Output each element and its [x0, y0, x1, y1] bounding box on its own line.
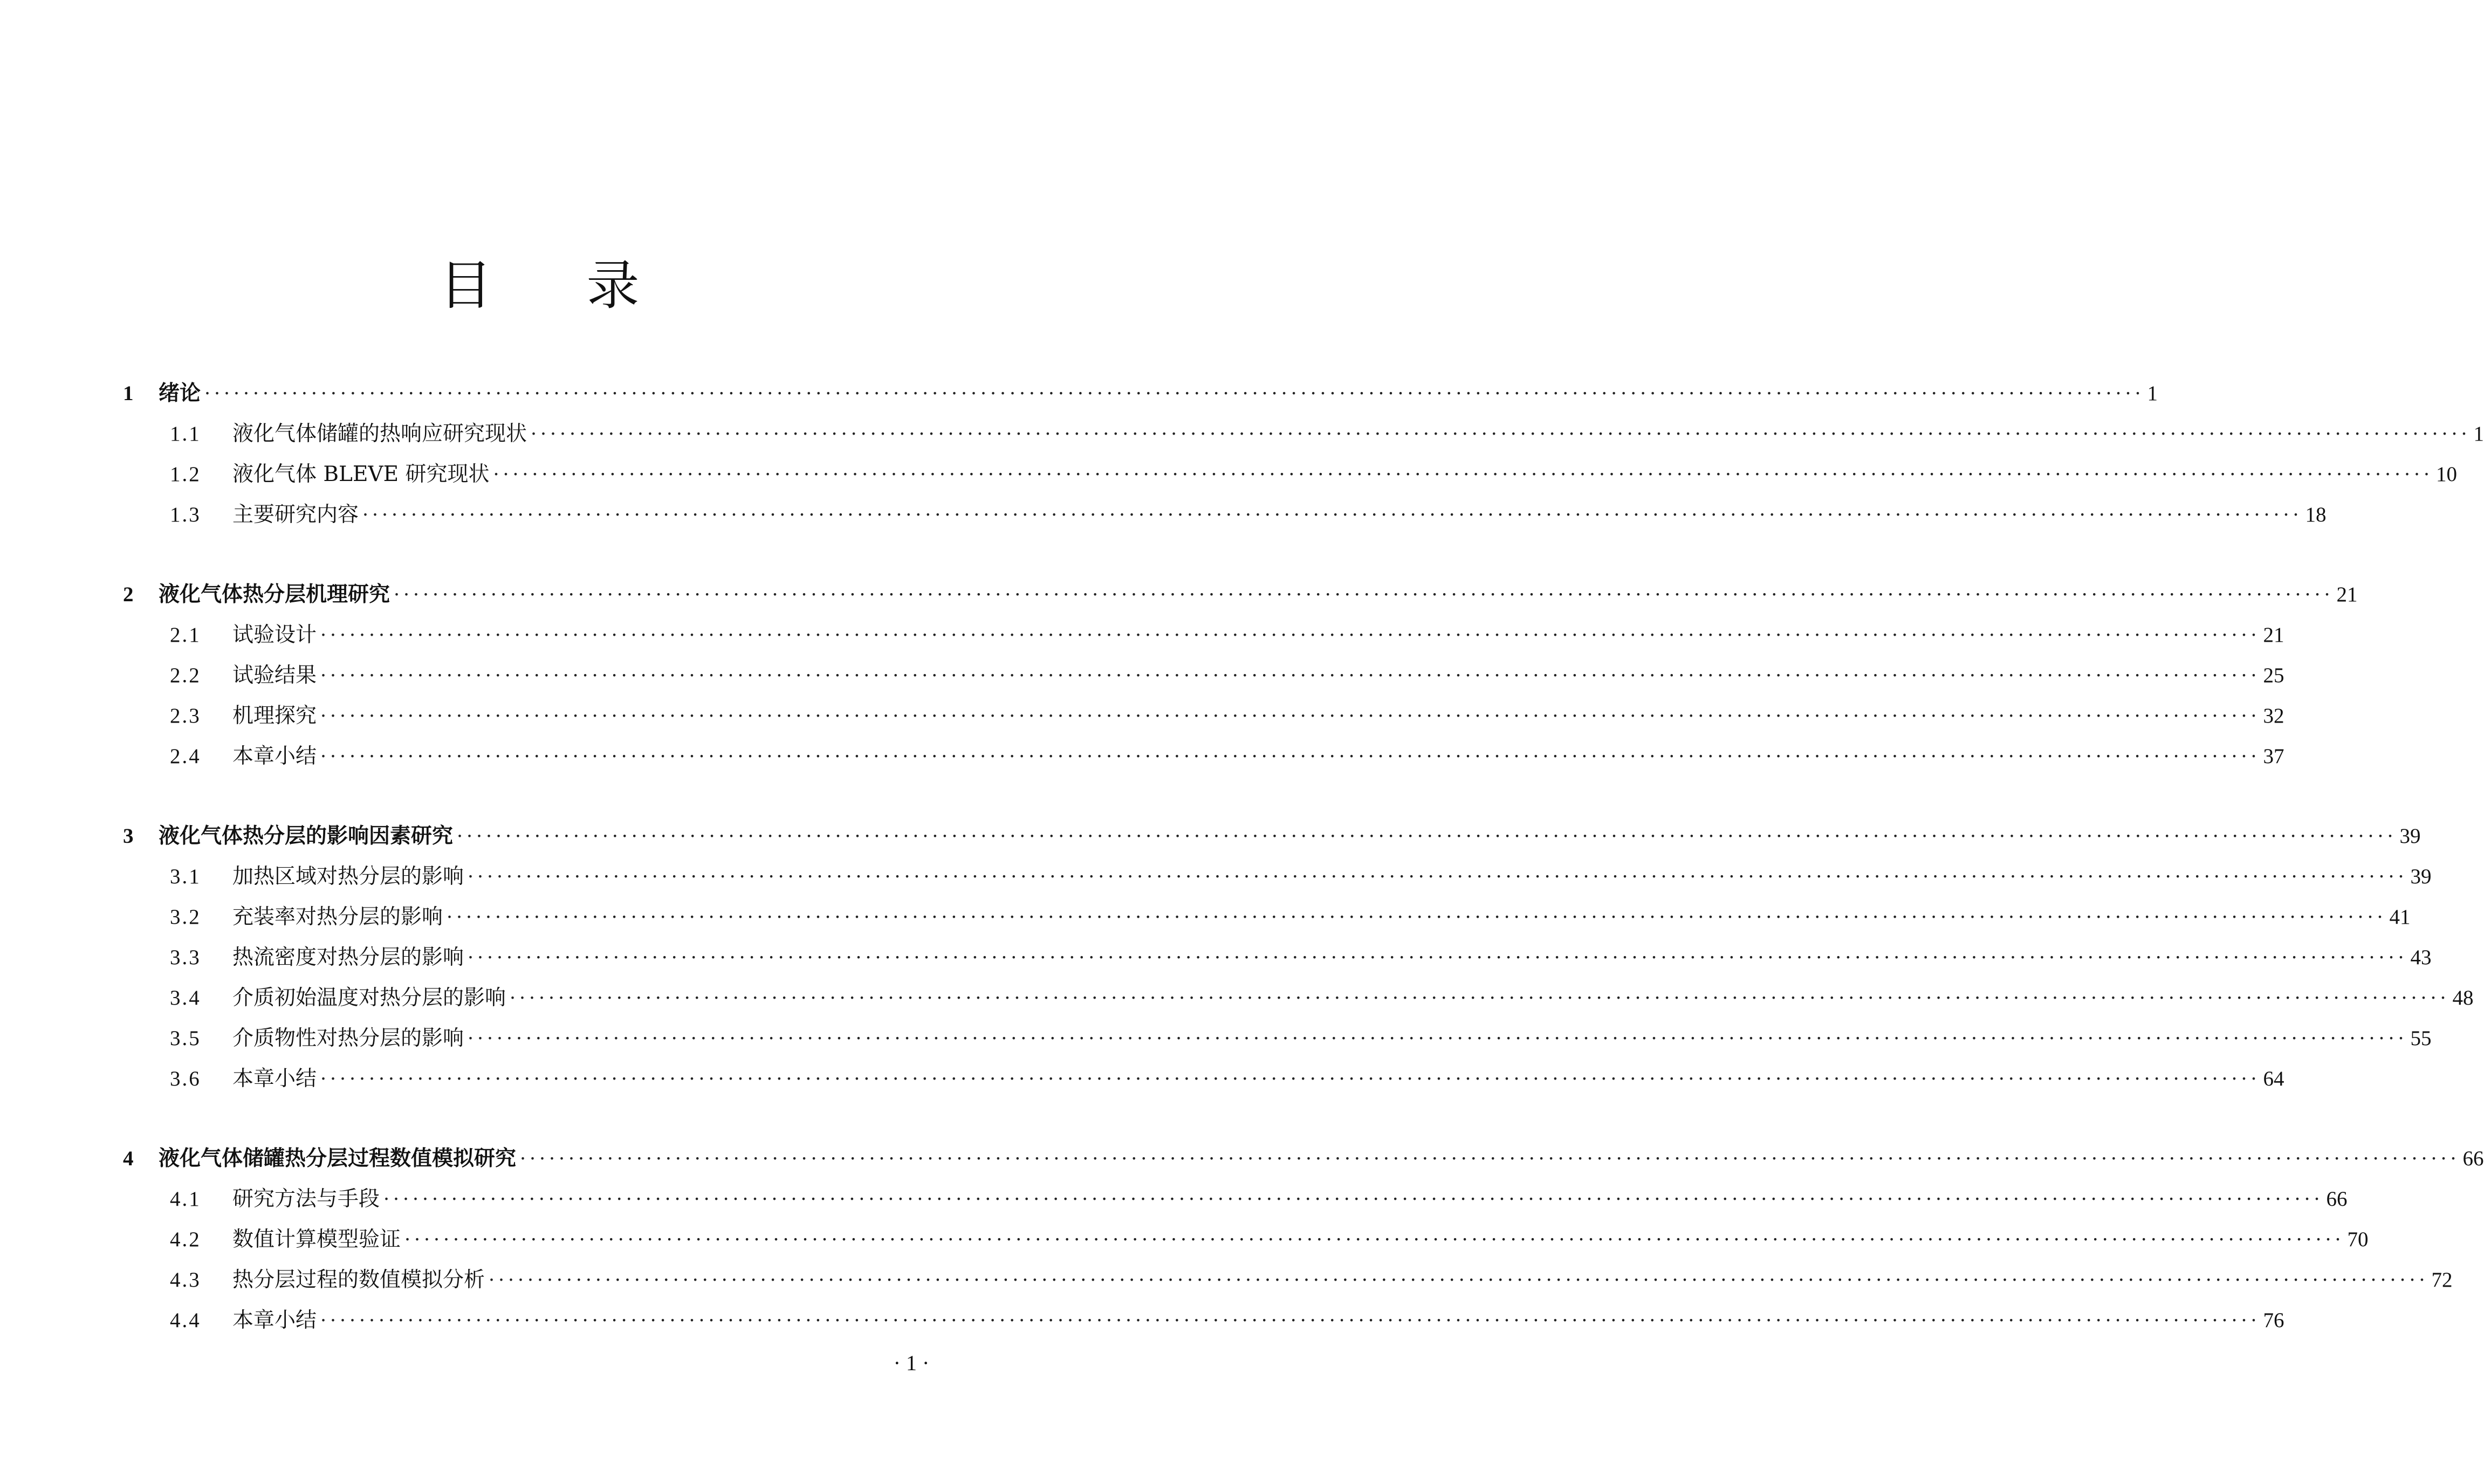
chapter-number: 3 — [123, 825, 134, 848]
dot-leader: ········································································································································································································ — [204, 382, 2144, 405]
toc-chapter-entry — [123, 1138, 2484, 1179]
toc-chapter-entry — [123, 574, 2358, 615]
toc-chapter-block — [123, 1138, 2484, 1341]
dot-leader: ········································································································································································································ — [467, 946, 2407, 969]
chapter-title: 绪论 — [159, 381, 201, 406]
page-ref: 76 — [2263, 1309, 2284, 1332]
dot-leader: ········································································································································································································ — [320, 704, 2260, 727]
page-ref: 70 — [2347, 1228, 2369, 1251]
toc-chapter-entry — [123, 816, 2421, 856]
dot-leader: ········································································································································································································ — [467, 1027, 2407, 1050]
section-number: 3.2 — [170, 905, 201, 929]
page-ref: 39 — [2399, 825, 2421, 848]
dot-leader: ········································································································································································································ — [320, 664, 2260, 687]
page-ref: 25 — [2263, 664, 2284, 687]
dot-leader: ········································································································································································································ — [456, 825, 2397, 848]
toc-section-entry — [123, 1260, 2453, 1300]
toc-section-entry — [123, 897, 2411, 937]
section-title: 研究方法与手段 — [232, 1187, 380, 1211]
section-number: 2.4 — [170, 745, 201, 768]
chapter-number: 4 — [123, 1147, 134, 1170]
section-number: 1.1 — [170, 422, 201, 445]
section-title: 液化气体 BLEVE 研究现状 — [232, 462, 490, 486]
toc-section-entry — [123, 1059, 2284, 1099]
dot-leader: ········································································································································································································ — [320, 1067, 2260, 1090]
page-ref: 41 — [2389, 905, 2411, 929]
section-number: 4.2 — [170, 1228, 201, 1251]
section-number: 3.1 — [170, 865, 201, 888]
toc-section-entry — [123, 615, 2284, 655]
dot-leader: ········································································································································································································ — [320, 1309, 2260, 1332]
page-ref: 64 — [2263, 1067, 2284, 1090]
dot-leader: ········································································································································································································ — [519, 1147, 2460, 1170]
toc-section-entry — [123, 1219, 2369, 1260]
chapter-number: 1 — [123, 382, 134, 405]
section-number: 4.3 — [170, 1268, 201, 1291]
page-ref: 66 — [2326, 1187, 2348, 1211]
chapter-number: 2 — [123, 583, 134, 606]
section-number: 2.3 — [170, 704, 201, 727]
toc-section-entry — [123, 1179, 2348, 1219]
dot-leader: ········································································································································································································ — [393, 583, 2334, 606]
page-ref: 43 — [2410, 946, 2432, 969]
page-ref: 21 — [2336, 583, 2358, 606]
dot-leader: ········································································································································································································ — [530, 422, 2471, 445]
section-number: 1.2 — [170, 463, 201, 486]
dot-leader: ········································································································································································································ — [446, 905, 2386, 929]
section-number: 3.6 — [170, 1067, 201, 1090]
section-title: 本章小结 — [232, 1308, 317, 1332]
section-title: 试验设计 — [232, 623, 317, 647]
toc-section-entry — [123, 856, 2432, 897]
section-title: 机理探究 — [232, 704, 317, 728]
page-ref: 48 — [2452, 986, 2474, 1009]
table-of-contents — [123, 373, 2484, 1380]
chapter-title: 液化气体热分层的影响因素研究 — [159, 824, 454, 848]
section-number: 3.5 — [170, 1027, 201, 1050]
section-title: 加热区域对热分层的影响 — [232, 864, 464, 889]
dot-leader: ········································································································································································································ — [467, 865, 2407, 888]
dot-leader: ········································································································································································································ — [492, 463, 2433, 486]
toc-section-entry — [123, 1300, 2284, 1341]
section-title: 液化气体储罐的热响应研究现状 — [232, 422, 527, 446]
toc-section-entry — [123, 1018, 2432, 1059]
toc-section-entry — [123, 937, 2432, 978]
toc-chapter-block — [123, 816, 2474, 1099]
dot-leader: ········································································································································································································ — [383, 1187, 2323, 1211]
page-ref: 18 — [2305, 503, 2327, 526]
toc-section-entry — [123, 454, 2457, 494]
page-ref: 66 — [2462, 1147, 2484, 1170]
page-ref: 37 — [2263, 745, 2284, 768]
page-ref: 21 — [2263, 623, 2284, 647]
page-ref: 1 — [2147, 382, 2158, 405]
page-ref: 39 — [2410, 865, 2432, 888]
toc-section-entry — [123, 978, 2474, 1018]
toc-section-entry — [123, 494, 2327, 535]
section-number: 3.4 — [170, 986, 201, 1009]
toc-chapter-entry — [123, 373, 2158, 414]
toc-section-entry — [123, 696, 2284, 736]
dot-leader: ········································································································································································································ — [488, 1268, 2428, 1291]
page-title: 目录 — [439, 255, 734, 317]
page-ref: 32 — [2263, 704, 2284, 727]
page-number: · 1 · — [893, 1351, 930, 1375]
toc-chapter-block — [123, 373, 2484, 535]
section-title: 数值计算模型验证 — [232, 1227, 401, 1252]
section-number: 4.4 — [170, 1309, 201, 1332]
page-ref: 72 — [2431, 1268, 2453, 1291]
dot-leader: ········································································································································································································ — [320, 745, 2260, 768]
toc-section-entry — [123, 655, 2284, 696]
dot-leader: ········································································································································································································ — [509, 986, 2449, 1009]
chapter-title: 液化气体热分层机理研究 — [159, 582, 390, 607]
section-title: 热分层过程的数值模拟分析 — [232, 1268, 485, 1292]
section-title: 本章小结 — [232, 1067, 317, 1091]
page-ref: 55 — [2410, 1027, 2432, 1050]
section-number: 3.3 — [170, 946, 201, 969]
section-number: 2.2 — [170, 664, 201, 687]
section-number: 1.3 — [170, 503, 201, 526]
dot-leader: ········································································································································································································ — [320, 623, 2260, 647]
toc-section-entry — [123, 414, 2484, 454]
section-title: 充装率对热分层的影响 — [232, 905, 443, 929]
section-title: 热流密度对热分层的影响 — [232, 945, 464, 970]
toc-section-entry — [123, 736, 2284, 777]
section-title: 试验结果 — [232, 663, 317, 688]
page-ref: 1 — [2473, 422, 2484, 445]
section-title: 主要研究内容 — [232, 503, 359, 527]
section-title: 介质物性对热分层的影响 — [232, 1026, 464, 1050]
section-number: 2.1 — [170, 623, 201, 647]
dot-leader: ········································································································································································································ — [404, 1228, 2344, 1251]
chapter-title: 液化气体储罐热分层过程数值模拟研究 — [159, 1146, 517, 1171]
page-ref: 10 — [2435, 463, 2457, 486]
section-title: 本章小结 — [232, 744, 317, 768]
toc-chapter-block — [123, 574, 2358, 777]
section-number: 4.1 — [170, 1187, 201, 1211]
section-title: 介质初始温度对热分层的影响 — [232, 986, 506, 1010]
dot-leader: ········································································································································································································ — [362, 503, 2302, 526]
